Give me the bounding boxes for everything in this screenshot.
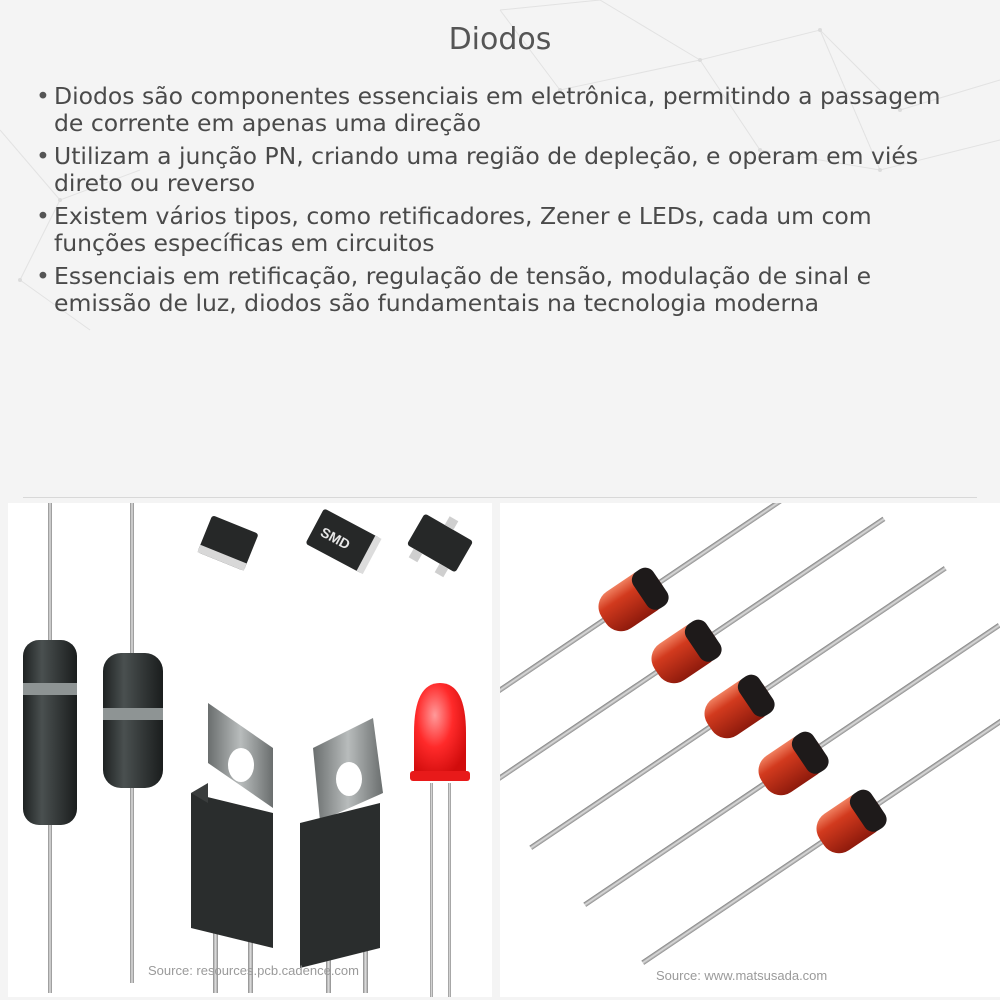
smd-label: SMD — [317, 523, 353, 553]
bullet-item: • Essenciais em retificação, regulação de tensão, modulação de sinal e emissão de luz, diodos são fundamentais na tecnologia moderna — [36, 263, 971, 317]
zener-diode-5 — [630, 665, 1000, 981]
image-source-right: Source: www.matsusada.com — [656, 968, 828, 983]
to220-diode-1 — [191, 703, 273, 993]
rectifier-diode-1 — [23, 503, 77, 993]
bullet-item: • Diodos são componentes essenciais em eletrônica, permitindo a passagem de corrente em apenas uma direção — [36, 83, 971, 137]
zener-diodes-image — [500, 503, 1000, 997]
zener-diode-2 — [500, 503, 896, 805]
image-source-left: Source: resources.pcb.cadence.com — [148, 963, 359, 978]
zener-diode-3 — [518, 550, 957, 866]
rectifier-diode-2 — [103, 503, 163, 983]
smd-package-2 — [305, 508, 381, 574]
sot-package — [402, 505, 478, 581]
page-title: Diodos — [448, 22, 552, 57]
diode-types-image — [8, 503, 492, 997]
smd-package-1 — [197, 515, 258, 571]
section-divider — [23, 497, 977, 498]
red-led — [410, 683, 470, 997]
bullet-item: • Utilizam a junção PN, criando uma região de depleção, e operam em viés direto ou reverso — [36, 143, 971, 197]
bullet-item: • Existem vários tipos, como retificadores, Zener e LEDs, cada um com funções específicas em circuitos — [36, 203, 971, 257]
bullet-list — [36, 83, 971, 323]
zener-diode-1 — [500, 503, 835, 748]
to220-diode-2 — [300, 718, 383, 993]
